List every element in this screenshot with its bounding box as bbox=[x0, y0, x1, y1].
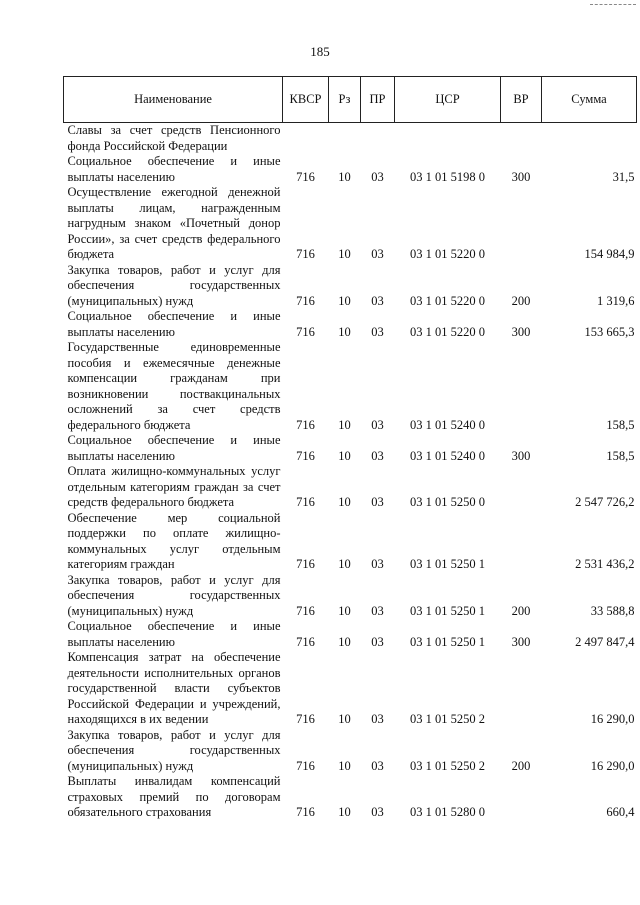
row-pr: 03 bbox=[371, 495, 384, 509]
row-vr: 200 bbox=[511, 293, 531, 308]
row-vr bbox=[501, 185, 542, 263]
table-row bbox=[64, 185, 637, 263]
header-vr: ВР bbox=[501, 77, 542, 123]
row-name: Выплаты инвалидам компенсаций страховых премий по договорам обязательного страхования bbox=[67, 774, 281, 819]
header-name: Наименование bbox=[64, 77, 283, 123]
row-kvsr: 716 bbox=[296, 634, 315, 649]
row-name: Закупка товаров, работ и услуг для обеспечения государственных (муниципальных) нужд bbox=[67, 572, 281, 618]
row-name: Государственные единовременные пособия и ежемесячные денежные компенсации гражданам при возникновении поствакцинальных осложнений за счет средств федерального бюджета bbox=[67, 340, 281, 432]
row-csr: 03 1 01 5250 2 bbox=[410, 712, 485, 726]
row-vr: 300 bbox=[511, 634, 531, 649]
row-vr bbox=[501, 511, 542, 573]
row-name: Социальное обеспечение и иные выплаты населению bbox=[67, 433, 281, 463]
row-vr: 300 bbox=[511, 169, 531, 184]
row-rz: 10 bbox=[338, 293, 351, 308]
row-vr: 300 bbox=[511, 448, 531, 463]
row-name: Социальное обеспечение и иные выплаты населению bbox=[67, 154, 281, 184]
row-rz: 10 bbox=[338, 417, 351, 432]
row-name: Социальное обеспечение и иные выплаты населению bbox=[67, 619, 281, 649]
row-rz: 10 bbox=[338, 557, 351, 571]
row-kvsr: 716 bbox=[296, 448, 315, 463]
row-name: Закупка товаров, работ и услуг для обеспечения государственных (муниципальных) нужд bbox=[67, 727, 281, 773]
row-kvsr: 716 bbox=[296, 495, 315, 509]
row-vr bbox=[501, 650, 542, 728]
row-kvsr: 716 bbox=[296, 417, 315, 432]
row-rz: 10 bbox=[338, 712, 351, 726]
row-pr: 03 bbox=[371, 712, 384, 726]
header-csr: ЦСР bbox=[395, 77, 501, 123]
row-sum: 2 547 726,2 bbox=[575, 495, 635, 509]
row-rz: 10 bbox=[338, 448, 351, 463]
row-sum: 660,4 bbox=[606, 805, 635, 819]
row-pr: 03 bbox=[371, 247, 384, 261]
header-sum: Сумма bbox=[542, 77, 637, 123]
row-csr: 03 1 01 5250 0 bbox=[410, 495, 485, 509]
row-csr: 03 1 01 5250 1 bbox=[410, 634, 485, 649]
header-rz: Рз bbox=[329, 77, 361, 123]
row-kvsr: 716 bbox=[296, 557, 315, 571]
row-name: Обеспечение мер социальной поддержки по оплате жилищно-коммунальных услуг отдельным категориям граждан bbox=[67, 510, 281, 571]
row-csr: 03 1 01 5240 0 bbox=[410, 448, 485, 463]
row-pr: 03 bbox=[371, 634, 384, 649]
row-vr: 300 bbox=[511, 324, 531, 339]
header-pr: ПР bbox=[361, 77, 395, 123]
row-name: Компенсация затрат на обеспечение деятельности исполнительных органов государственной власти субъектов Российской Федерации и учреждений, находящихся в их ведении bbox=[67, 650, 281, 726]
row-rz: 10 bbox=[338, 324, 351, 339]
table-row bbox=[64, 650, 637, 728]
row-csr: 03 1 01 5198 0 bbox=[410, 169, 485, 184]
row-rz: 10 bbox=[338, 495, 351, 509]
row-pr: 03 bbox=[371, 169, 384, 184]
row-sum: 16 290,0 bbox=[590, 712, 635, 726]
row-kvsr: 716 bbox=[296, 247, 315, 261]
row-csr: 03 1 01 5240 0 bbox=[410, 417, 485, 432]
row-name: Закупка товаров, работ и услуг для обеспечения государственных (муниципальных) нужд bbox=[67, 262, 281, 308]
row-name: Социальное обеспечение и иные выплаты населению bbox=[67, 309, 281, 339]
page-number: 185 bbox=[310, 44, 330, 59]
table-row bbox=[64, 123, 637, 155]
row-sum: 154 984,9 bbox=[584, 247, 635, 261]
row-pr: 03 bbox=[371, 603, 384, 618]
row-vr: 200 bbox=[511, 603, 531, 618]
row-vr bbox=[501, 774, 542, 821]
row-sum bbox=[542, 123, 637, 155]
row-pr: 03 bbox=[371, 324, 384, 339]
row-vr bbox=[501, 123, 542, 155]
row-csr: 03 1 01 5250 1 bbox=[410, 557, 485, 571]
row-name: Оплата жилищно-коммунальных услуг отдельным категориям граждан за счет средств федерального бюджета bbox=[67, 464, 281, 509]
row-vr: 200 bbox=[511, 758, 531, 773]
row-kvsr: 716 bbox=[296, 712, 315, 726]
row-rz: 10 bbox=[338, 169, 351, 184]
table-header-row bbox=[64, 77, 637, 123]
table-row bbox=[64, 263, 637, 310]
row-vr bbox=[501, 340, 542, 433]
table-row bbox=[64, 619, 637, 650]
table-row bbox=[64, 774, 637, 821]
row-sum: 153 665,3 bbox=[584, 324, 635, 339]
row-rz: 10 bbox=[338, 805, 351, 819]
row-csr: 03 1 01 5250 2 bbox=[410, 758, 485, 773]
row-pr bbox=[361, 123, 395, 155]
row-kvsr: 716 bbox=[296, 169, 315, 184]
table-row bbox=[64, 433, 637, 464]
row-csr: 03 1 01 5250 1 bbox=[410, 603, 485, 618]
row-csr bbox=[395, 123, 501, 155]
table-row bbox=[64, 154, 637, 185]
table-row bbox=[64, 309, 637, 340]
row-csr: 03 1 01 5220 0 bbox=[410, 324, 485, 339]
row-kvsr: 716 bbox=[296, 758, 315, 773]
row-sum: 158,5 bbox=[606, 448, 635, 463]
row-pr: 03 bbox=[371, 758, 384, 773]
row-sum: 2 531 436,2 bbox=[575, 557, 635, 571]
table-row bbox=[64, 340, 637, 433]
table-row bbox=[64, 464, 637, 511]
row-pr: 03 bbox=[371, 417, 384, 432]
row-sum: 16 290,0 bbox=[590, 758, 635, 773]
row-rz bbox=[329, 123, 361, 155]
row-kvsr bbox=[283, 123, 329, 155]
row-csr: 03 1 01 5280 0 bbox=[410, 805, 485, 819]
row-pr: 03 bbox=[371, 557, 384, 571]
row-rz: 10 bbox=[338, 758, 351, 773]
row-sum: 2 497 847,4 bbox=[575, 634, 635, 649]
row-rz: 10 bbox=[338, 247, 351, 261]
row-vr bbox=[501, 464, 542, 511]
row-name: Осуществление ежегодной денежной выплаты лицам, награжденным нагрудным знаком «Почетный донор России», за счет средств федерального бюджета bbox=[67, 185, 281, 261]
row-rz: 10 bbox=[338, 634, 351, 649]
row-kvsr: 716 bbox=[296, 324, 315, 339]
row-pr: 03 bbox=[371, 805, 384, 819]
row-csr: 03 1 01 5220 0 bbox=[410, 247, 485, 261]
row-kvsr: 716 bbox=[296, 603, 315, 618]
row-sum: 158,5 bbox=[606, 417, 635, 432]
row-kvsr: 716 bbox=[296, 805, 315, 819]
table-row bbox=[64, 511, 637, 573]
budget-table bbox=[63, 76, 637, 821]
header-kvsr: КВСР bbox=[283, 77, 329, 123]
row-sum: 1 319,6 bbox=[597, 293, 635, 308]
row-kvsr: 716 bbox=[296, 293, 315, 308]
row-sum: 31,5 bbox=[612, 169, 635, 184]
row-pr: 03 bbox=[371, 293, 384, 308]
row-pr: 03 bbox=[371, 448, 384, 463]
row-csr: 03 1 01 5220 0 bbox=[410, 293, 485, 308]
row-sum: 33 588,8 bbox=[590, 603, 635, 618]
row-rz: 10 bbox=[338, 603, 351, 618]
top-edge-mark bbox=[590, 4, 636, 5]
table-row bbox=[64, 573, 637, 620]
table-row bbox=[64, 728, 637, 775]
row-name: Славы за счет средств Пенсионного фонда Российской Федерации bbox=[67, 123, 281, 153]
